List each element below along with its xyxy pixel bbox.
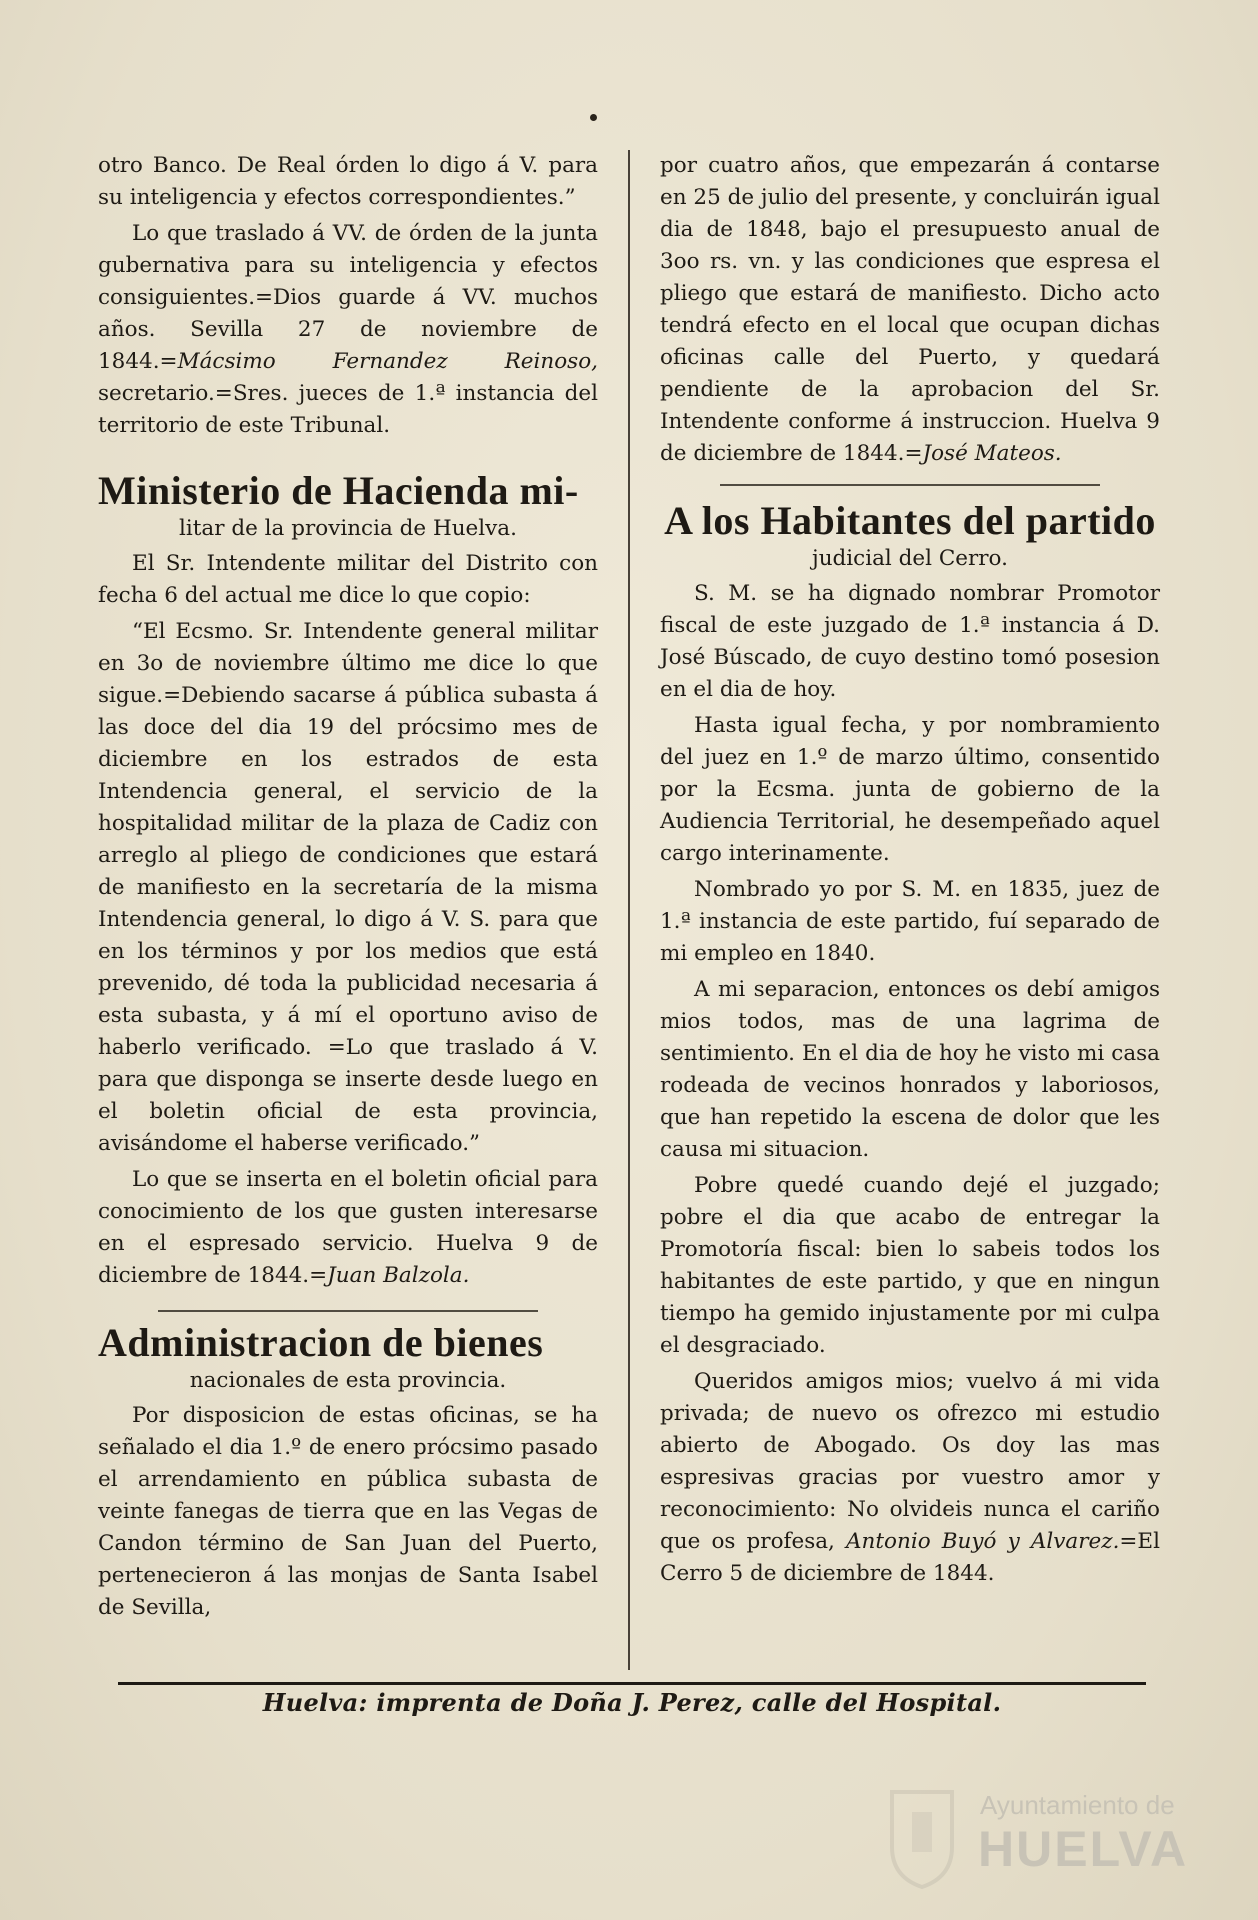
heading-habitantes: A los Habitantes del partido [664, 498, 1156, 543]
left-paragraph-1: otro Banco. De Real órden lo digo á V. para su inteligencia y efectos correspondientes.” [98, 153, 598, 210]
watermark-line-2: HUELVA [978, 1821, 1189, 1877]
right-column [660, 150, 1160, 1594]
signature-reinoso: Mácsimo Fernandez Reinoso, [177, 349, 598, 374]
subheading-administracion: nacionales de esta provincia. [189, 1368, 507, 1393]
ink-dot [590, 114, 597, 121]
signature-buyo: Antonio Buyó y Alvarez. [846, 1529, 1120, 1554]
left-paragraph-2: Lo que traslado á VV. de órden de la junta gubernativa para su inteligencia y efectos consiguientes.=Dios guarde á VV. muchos años. Sevilla 27 de noviembre de 1844.=Mácsimo Fernandez Reinoso, secretario.=Sres. jueces de 1.ª instancia del territorio de este Tribunal. [98, 221, 598, 438]
subheading-ministerio: litar de la provincia de Huelva. [179, 516, 517, 541]
left-column [98, 150, 598, 1628]
signature-mateos: José Mateos. [922, 441, 1062, 466]
heading-administracion: Administracion de bienes [98, 1320, 544, 1365]
section-divider [158, 1310, 538, 1312]
habitantes-paragraph-6: Queridos amigos mios; vuelvo á mi vida privada; de nuevo os ofrezco mi estudio abierto de Abogado. Os doy las mas espresivas gracias por vuestro amor y reconocimiento: No olvideis nunca el cariño que os profesa, Antonio Buyó y Alvarez.=El Cerro 5 de diciembre de 1844. [660, 1369, 1160, 1586]
section-divider-right [720, 484, 1100, 486]
ministerio-paragraph-3: Lo que se inserta en el boletin oficial para conocimiento de los que gusten interesarse en el espresado servicio. Huelva 9 de diciembre de 1844.=Juan Balzola. [98, 1167, 598, 1288]
printer-imprint: Huelva: imprenta de Doña J. Perez, calle del Hospital. [262, 1688, 1002, 1717]
heading-ministerio: Ministerio de Hacienda mi- [98, 468, 579, 513]
watermark-line-1: Ayuntamiento de [980, 1790, 1175, 1820]
subheading-habitantes: judicial del Cerro. [812, 546, 1008, 571]
ministerio-paragraph-1: El Sr. Intendente militar del Distrito con fecha 6 del actual me dice lo que copio: [98, 551, 598, 608]
habitantes-paragraph-1: S. M. se ha dignado nombrar Promotor fiscal de este juzgado de 1.ª instancia á D. José Búscado, de cuyo destino tomó posesion en el dia de hoy. [660, 581, 1160, 702]
habitantes-paragraph-4: A mi separacion, entonces os debí amigos mios todos, mas de una lagrima de sentimiento. En el dia de hoy he visto mi casa rodeada de vecinos honrados y laboriosos, que han repetido la escena de dolor que les causa mi situacion. [660, 977, 1160, 1162]
footer-rule [118, 1682, 1146, 1685]
column-divider [628, 150, 630, 1670]
habitantes-paragraph-5: Pobre quedé cuando dejé el juzgado; pobre el dia que acabo de entregar la Promotoría fiscal: bien lo sabeis todos los habitantes de este partido, y que en ningun tiempo ha gemido injustamente por mi culpa el desgraciado. [660, 1173, 1160, 1358]
right-paragraph-1: por cuatro años, que empezarán á contarse en 25 de julio del presente, y concluirán igual dia de 1848, bajo el presupuesto anual de 3oo rs. vn. y las condiciones que espresa el pliego que estará de manifiesto. Dicho acto tendrá efecto en el local que ocupan dichas oficinas calle del Puerto, y quedará pendiente de la aprobacion del Sr. Intendente conforme á instruccion. Huelva 9 de diciembre de 1844.=José Mateos. [660, 153, 1160, 466]
signature-balzola: Juan Balzola. [327, 1263, 470, 1288]
habitantes-paragraph-3: Nombrado yo por S. M. en 1835, juez de 1.ª instancia de este partido, fuí separado de mi empleo en 1840. [660, 877, 1160, 966]
administracion-paragraph-1: Por disposicion de estas oficinas, se ha señalado el dia 1.º de enero prócsimo pasado el arrendamiento en pública subasta de veinte fanegas de tierra que en las Vegas de Candon término de San Juan del Puerto, pertenecieron á las monjas de Santa Isabel de Sevilla, [98, 1403, 598, 1620]
ministerio-paragraph-2: “El Ecsmo. Sr. Intendente general militar en 3o de noviembre último me dice lo que sigue.=Debiendo sacarse á pública subasta á las doce del dia 19 del prócsimo mes de diciembre en los estrados de esta Intendencia general, el servicio de la hospitalidad militar de la plaza de Cadiz con arreglo al pliego de condiciones que estará de manifiesto en la secretaría de la misma Intendencia general, lo digo á V. S. para que en los términos y por los medios que está prevenido, dé toda la publicidad necesaria á esta subasta, y á mí el oportuno aviso de haberlo verificado. =Lo que traslado á V. para que disponga se inserte desde luego en el boletin oficial de esta provincia, avisándome el haberse verificado.” [98, 619, 598, 1156]
habitantes-paragraph-2: Hasta igual fecha, y por nombramiento del juez en 1.º de marzo último, consentido por la Ecsma. junta de gobierno de la Audiencia Territorial, he desempeñado aquel cargo interinamente. [660, 713, 1160, 866]
